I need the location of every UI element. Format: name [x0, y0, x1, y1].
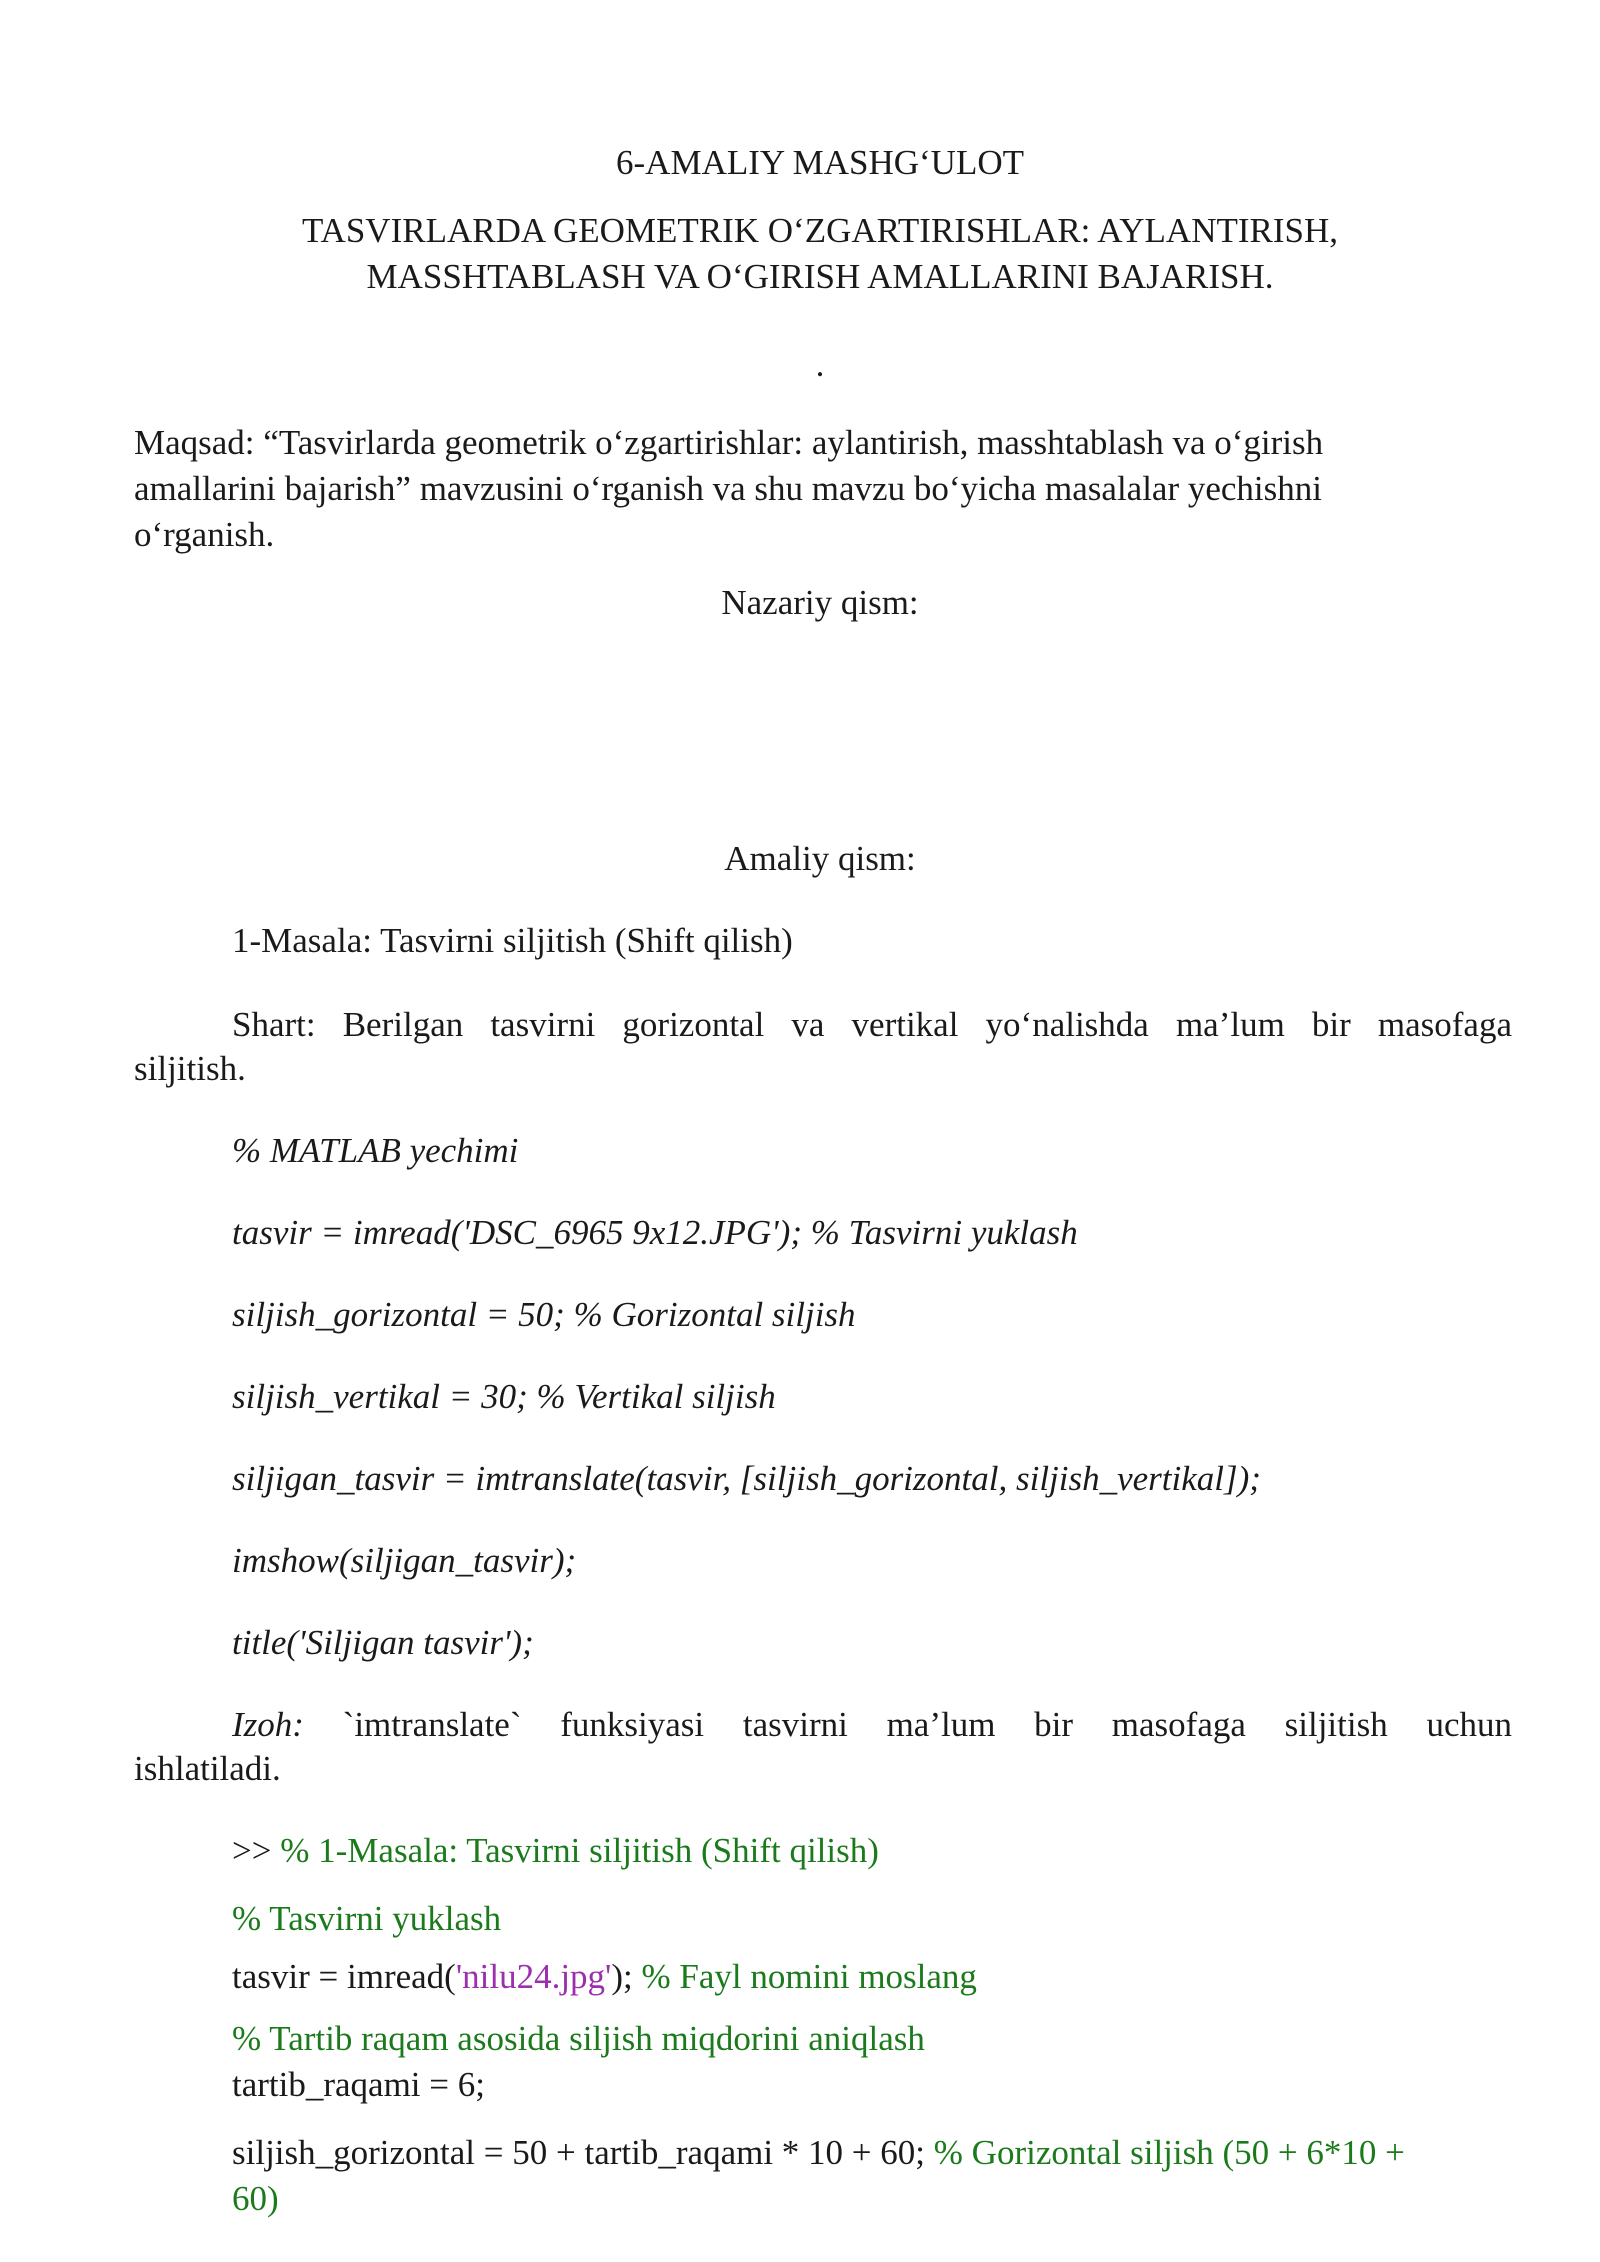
- goal-line-1: Maqsad: “Tasvirlarda geometrik o‘zgartirishlar: aylantirish, masshtablash va o‘girish: [134, 423, 1324, 462]
- task1-condition-line-2: siljitish.: [134, 1049, 246, 1088]
- session-line-1: [232, 1828, 879, 1874]
- task1-condition-line-1: Shart: Berilgan tasvirni gorizontal va vertikal yo‘nalishda ma’lum bir masofaga: [232, 1005, 1512, 1044]
- code-line-5: siljigan_tasvir = imtranslate(tasvir, [siljish_gorizontal, siljish_vertikal]);: [232, 1459, 1261, 1498]
- session-siljish-line: [232, 2130, 1405, 2176]
- practice-heading: Amaliy qism:: [724, 839, 916, 878]
- session-imread-line: [232, 1954, 977, 2000]
- theory-heading: Nazariy qism:: [721, 583, 919, 622]
- imread-prefix: tasvir = imread(: [232, 1957, 456, 1996]
- note-text: `imtranslate` funksiyasi tasvirni ma’lum bir masofaga siljitish uchun: [303, 1705, 1512, 1744]
- goal-line-2: amallarini bajarish” mavzusini o‘rganish va shu mavzu bo‘yicha masalalar yechishni: [134, 469, 1323, 508]
- note-label: Izoh:: [232, 1705, 304, 1744]
- subtitle-line-2: MASSHTABLASH VA O‘GIRISH AMALLARINI BAJARISH.: [366, 257, 1274, 296]
- imread-string: 'nilu24.jpg': [455, 1957, 612, 1996]
- code-line-3: siljish_gorizontal = 50; % Gorizontal siljish: [232, 1295, 856, 1334]
- subtitle-line-1: TASVIRLARDA GEOMETRIK O‘ZGARTIRISHLAR: AYLANTIRISH,: [301, 211, 1339, 250]
- imread-comment: % Fayl nomini moslang: [641, 1957, 977, 1996]
- session-comment-1: % 1-Masala: Tasvirni siljitish (Shift qilish): [280, 1831, 879, 1870]
- note-line-1: [232, 1702, 1512, 1748]
- note-line-2: ishlatiladi.: [134, 1749, 281, 1788]
- code-line-4: siljish_vertikal = 30; % Vertikal siljish: [232, 1377, 776, 1416]
- code-line-6: imshow(siljigan_tasvir);: [232, 1541, 577, 1580]
- imread-suffix: );: [611, 1957, 642, 1996]
- siljish-comment: % Gorizontal siljish (50 + 6*10 +: [933, 2133, 1405, 2172]
- centered-dot: .: [815, 345, 825, 384]
- code-line-7: title('Siljigan tasvir');: [232, 1623, 534, 1662]
- code-line-1: % MATLAB yechimi: [232, 1131, 519, 1170]
- session-tartib-line: tartib_raqami = 6;: [232, 2065, 485, 2104]
- command-prompt: >>: [232, 1831, 281, 1870]
- page-title: 6-AMALIY MASHG‘ULOT: [616, 143, 1024, 182]
- siljish-code: siljish_gorizontal = 50 + tartib_raqami * 10 + 60;: [232, 2133, 934, 2172]
- code-line-2: tasvir = imread('DSC_6965 9x12.JPG'); % Tasvirni yuklash: [232, 1213, 1078, 1252]
- task1-title: 1-Masala: Tasvirni siljitish (Shift qilish): [232, 921, 793, 960]
- session-comment-2: % Tasvirni yuklash: [232, 1899, 502, 1938]
- goal-line-3: o‘rganish.: [134, 515, 275, 554]
- siljish-comment-continued: 60): [232, 2179, 279, 2218]
- session-comment-3: % Tartib raqam asosida siljish miqdorini aniqlash: [232, 2019, 925, 2058]
